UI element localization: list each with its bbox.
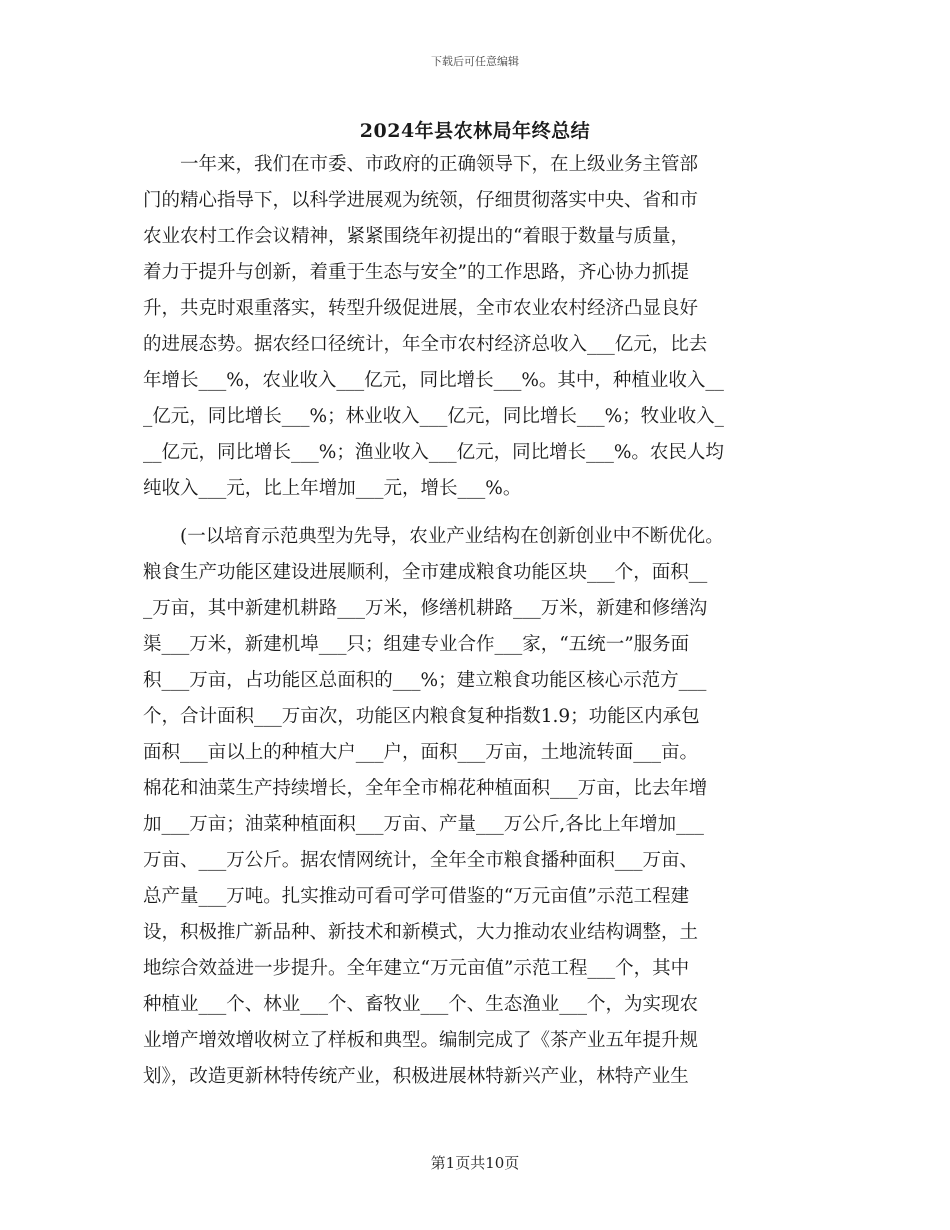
- document-title: 2024年县农林局年终总结: [359, 120, 591, 142]
- body-line: __亿元，同比增长___%；渔业收入___亿元，同比增长___%。农民人均: [143, 442, 724, 463]
- page-header-note: 下载后可任意编辑: [431, 55, 519, 68]
- body-line: 门的精心指导下，以科学进展观为统领，仔细贯彻落实中央、省和市: [143, 190, 699, 211]
- body-line: 农业农村工作会议精神，紧紧围绕年初提出的“着眼于数量与质量，: [143, 226, 689, 247]
- body-line: 渠___万米，新建机埠___只；组建专业合作___家，“五统一”服务面: [143, 634, 690, 655]
- body-line: 种植业___个、林业___个、畜牧业___个、生态渔业___个，为实现农: [143, 994, 699, 1015]
- body-line: 业增产增效增收树立了样板和典型。编制完成了《茶产业五年提升规: [143, 1030, 699, 1051]
- body-line: 总产量___万吨。扎实推动可看可学可借鉴的“万元亩值”示范工程建: [143, 886, 690, 907]
- body-line: 设，积极推广新品种、新技术和新模式，大力推动农业结构调整，土: [143, 922, 699, 943]
- body-line: 年增长___%，农业收入___亿元，同比增长___%。其中，种植业收入__: [143, 370, 724, 391]
- body-line: 升，共克时艰重落实，转型升级促进展，全市农业农村经济凸显良好: [143, 298, 699, 319]
- body-line: _亿元，同比增长___%；林业收入___亿元，同比增长___%；牧业收入_: [143, 406, 724, 427]
- body-line: 纯收入___元，比上年增加___元，增长___%。: [143, 478, 522, 499]
- body-line: 棉花和油菜生产持续增长，全年全市棉花种植面积___万亩，比去年增: [143, 778, 708, 799]
- body-line: 一年来，我们在市委、市政府的正确领导下，在上级业务主管部: [143, 154, 699, 175]
- body-line: 加___万亩；油菜种植面积___万亩、产量___万公斤,各比上年增加___: [143, 814, 704, 835]
- body-line: 面积___亩以上的种植大户___户，面积___万亩，土地流转面___亩。: [143, 742, 699, 763]
- body-line: 的进展态势。据农经口径统计，年全市农村经济总收入___亿元，比去: [143, 334, 708, 355]
- page-number: 第1页共10页: [430, 1154, 520, 1172]
- body-line: 个，合计面积___万亩次，功能区内粮食复种指数1.9；功能区内承包: [143, 706, 700, 727]
- body-line: 划》，改造更新林特传统产业，积极进展林特新兴产业，林特产业生: [143, 1066, 689, 1087]
- body-line: 万亩、___万公斤。据农情网统计，全年全市粮食播种面积___万亩、: [143, 850, 699, 871]
- body-line: 积___万亩，占功能区总面积的___%；建立粮食功能区核心示范方___: [143, 670, 707, 691]
- body-line: 着力于提升与创新，着重于生态与安全”的工作思路，齐心协力抓提: [143, 262, 689, 283]
- body-line: _万亩，其中新建机耕路___万米，修缮机耕路___万米，新建和修缮沟: [143, 598, 708, 619]
- body-line: 地综合效益进一步提升。全年建立“万元亩值”示范工程___个，其中: [143, 958, 690, 979]
- body-line: (一以培育示范典型为先导，农业产业结构在创新创业中不断优化。: [143, 526, 724, 547]
- body-line: 粮食生产功能区建设进展顺利，全市建成粮食功能区块___个，面积__: [143, 562, 708, 583]
